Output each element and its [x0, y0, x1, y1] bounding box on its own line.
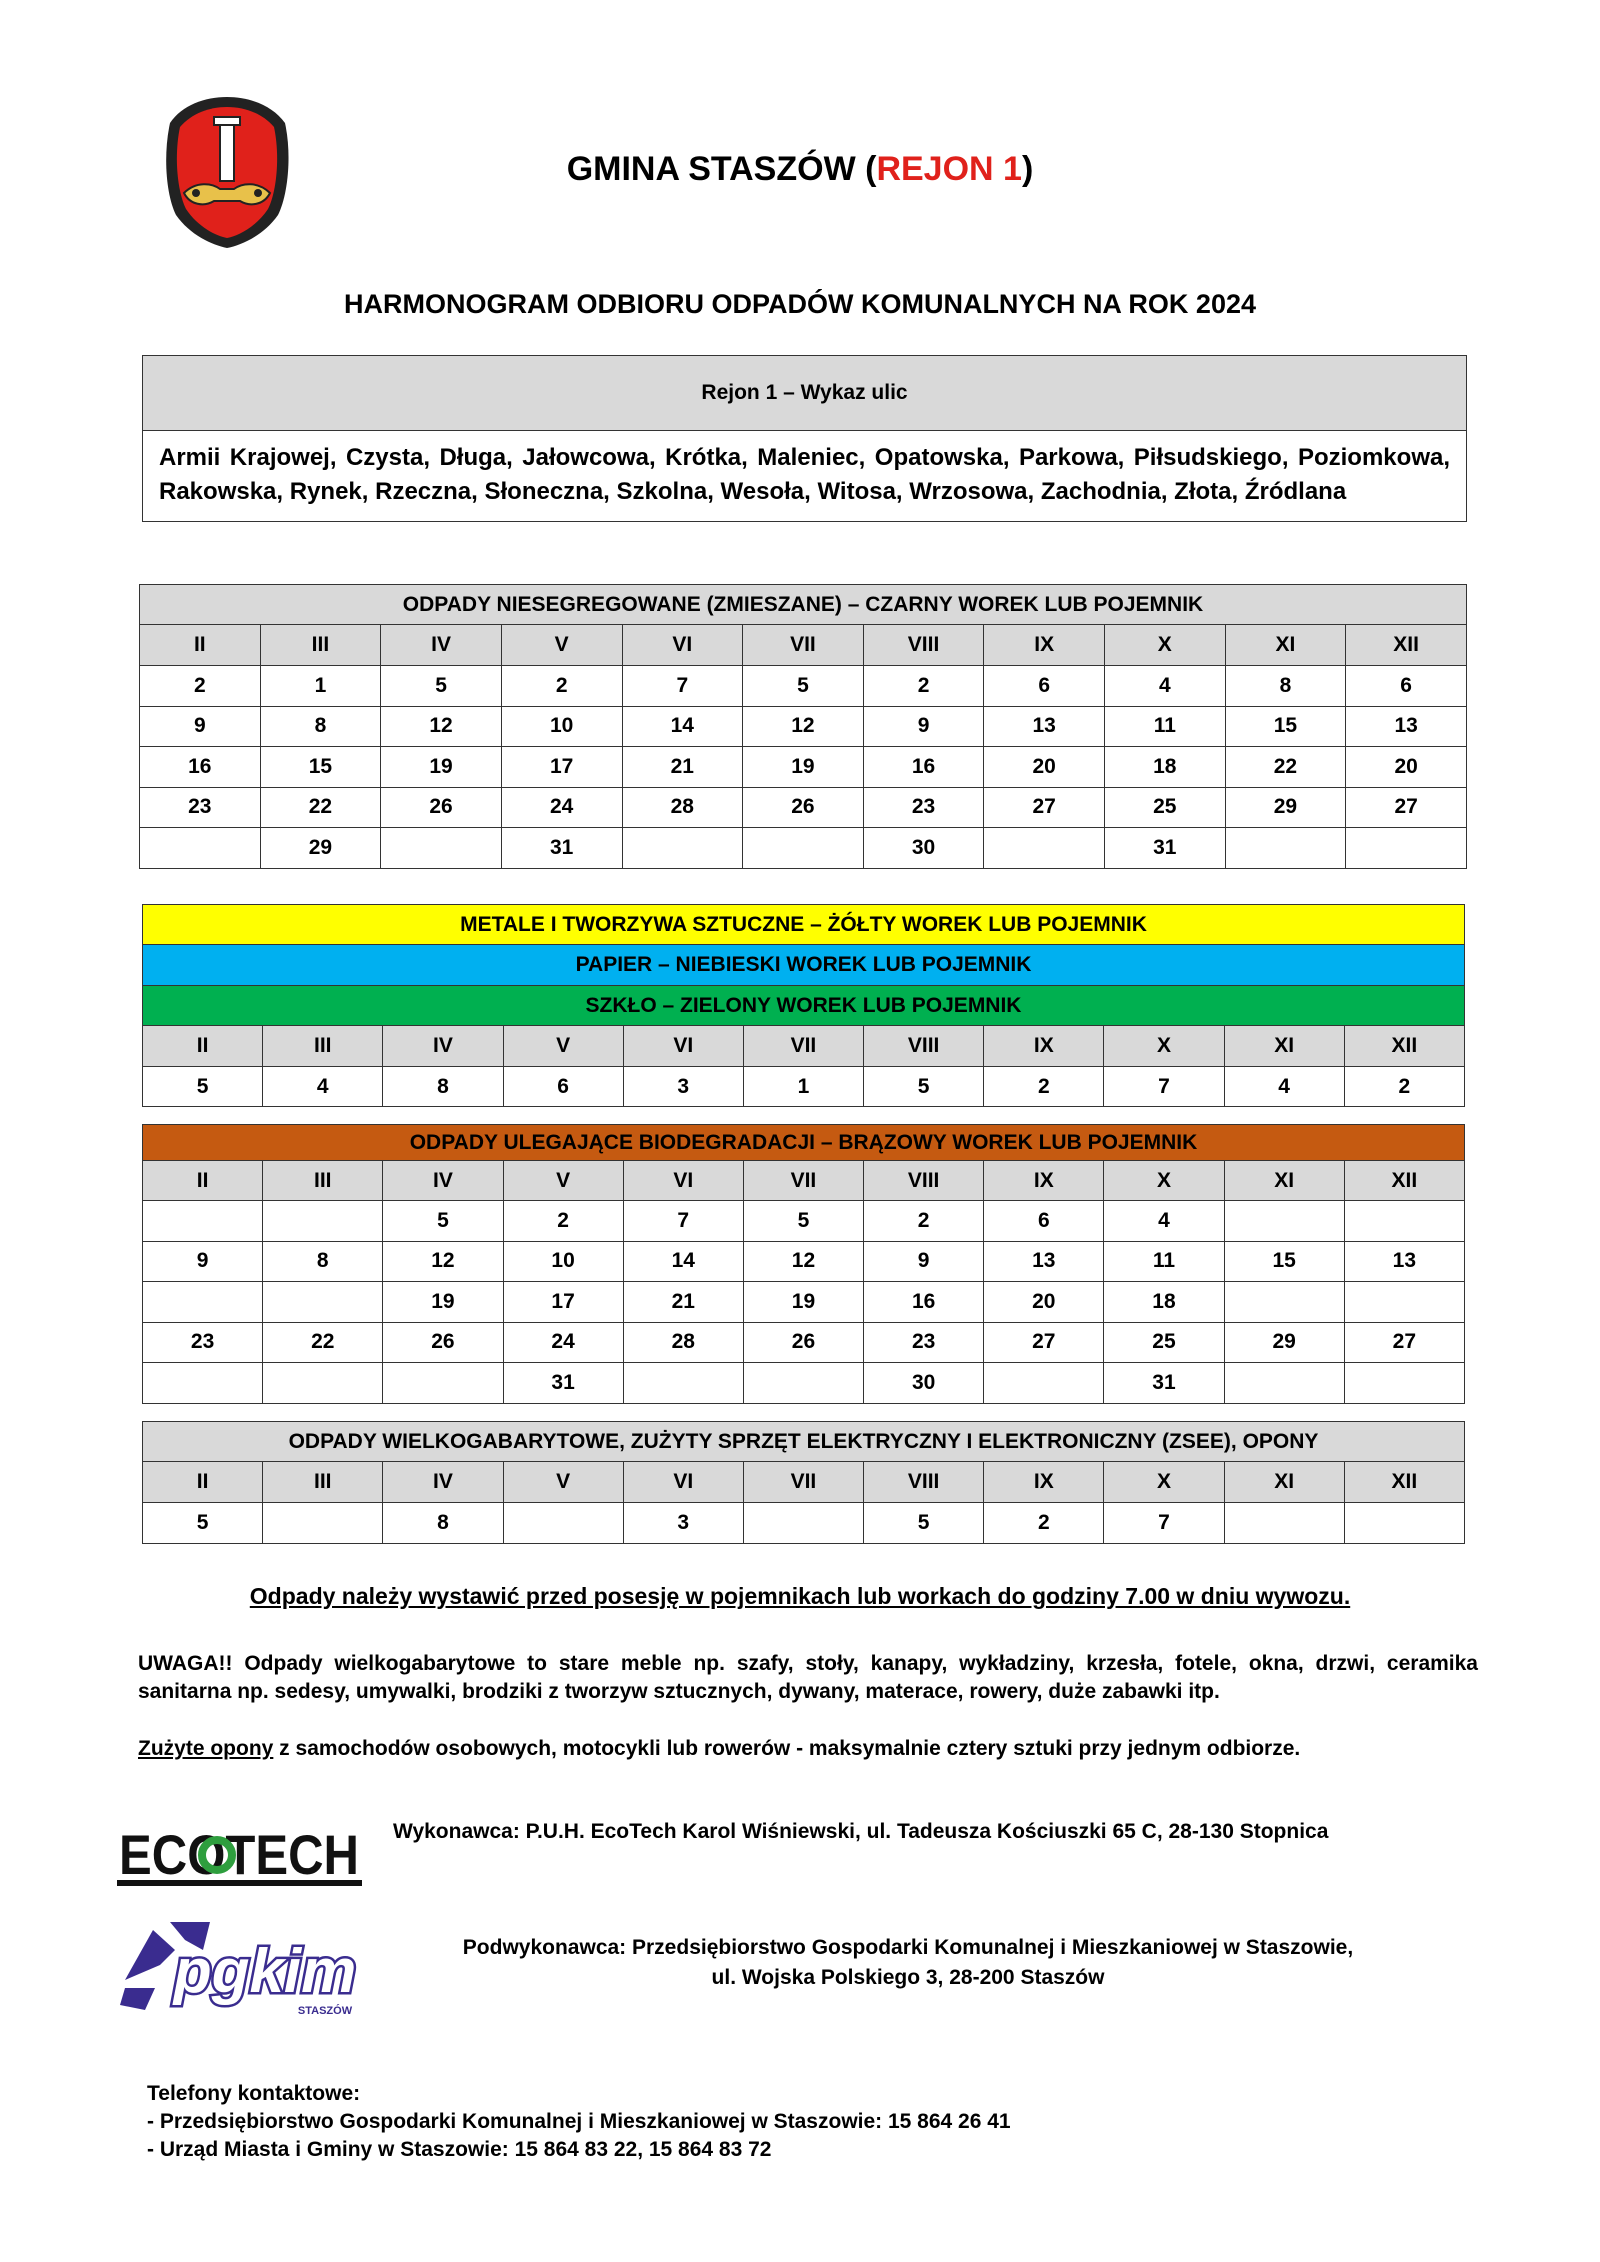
- date-cell: 10: [501, 706, 622, 747]
- month-header: II: [143, 1161, 263, 1201]
- month-header: X: [1105, 625, 1226, 666]
- date-cell: 16: [863, 747, 984, 788]
- svg-text:ECOTECH: ECOTECH: [119, 1823, 359, 1886]
- date-cell: [381, 828, 502, 869]
- mixed-waste-title: ODPADY NIESEGREGOWANE (ZMIESZANE) – CZARNY WOREK LUB POJEMNIK: [140, 585, 1467, 625]
- table-row: [140, 706, 1467, 747]
- date-cell: 21: [622, 747, 743, 788]
- date-cell: 6: [1346, 666, 1467, 707]
- date-cell: 9: [140, 706, 261, 747]
- date-cell: 22: [263, 1322, 383, 1363]
- month-header: V: [503, 1161, 623, 1201]
- date-cell: [503, 1503, 623, 1544]
- month-header: XI: [1225, 625, 1346, 666]
- month-header: III: [260, 625, 381, 666]
- date-cell: 16: [864, 1282, 984, 1323]
- date-cell: 15: [260, 747, 381, 788]
- pgkim-logo: [115, 1910, 365, 2020]
- month-header: III: [263, 1026, 383, 1067]
- table-row: [143, 1201, 1465, 1242]
- date-cell: 9: [863, 706, 984, 747]
- month-header: XII: [1344, 1161, 1464, 1201]
- date-cell: 23: [863, 787, 984, 828]
- date-cell: 19: [381, 747, 502, 788]
- month-header: XI: [1224, 1026, 1344, 1067]
- date-cell: 24: [503, 1322, 623, 1363]
- date-cell: 17: [503, 1282, 623, 1323]
- date-cell: 14: [623, 1241, 743, 1282]
- date-cell: [984, 828, 1105, 869]
- date-cell: 26: [383, 1322, 503, 1363]
- date-cell: 26: [381, 787, 502, 828]
- date-cell: 5: [743, 1201, 863, 1242]
- date-cell: 25: [1105, 787, 1226, 828]
- month-header: II: [143, 1462, 263, 1503]
- date-cell: 30: [863, 828, 984, 869]
- ecotech-logo: [117, 1820, 362, 1890]
- date-cell: 20: [1346, 747, 1467, 788]
- schedule-subtitle: HARMONOGRAM ODBIORU ODPADÓW KOMUNALNYCH NA ROK 2024: [343, 289, 1256, 319]
- date-cell: 21: [623, 1282, 743, 1323]
- date-cell: 18: [1104, 1282, 1224, 1323]
- date-cell: 29: [1225, 787, 1346, 828]
- date-cell: 31: [501, 828, 622, 869]
- date-cell: [263, 1363, 383, 1404]
- date-cell: 4: [1224, 1067, 1344, 1107]
- month-header: VII: [743, 1161, 863, 1201]
- streets-box: [142, 355, 1467, 522]
- date-cell: 13: [1344, 1241, 1464, 1282]
- svg-text:STASZÓW: STASZÓW: [297, 2005, 353, 2017]
- date-cell: 5: [743, 666, 864, 707]
- month-header: X: [1104, 1462, 1224, 1503]
- date-cell: 4: [1105, 666, 1226, 707]
- date-cell: 7: [1104, 1503, 1224, 1544]
- table-row: [143, 1503, 1465, 1544]
- date-cell: 3: [623, 1503, 743, 1544]
- date-cell: 4: [263, 1067, 383, 1107]
- month-header: VI: [623, 1462, 743, 1503]
- date-cell: 12: [743, 1241, 863, 1282]
- metals-plastics-title: METALE I TWORZYWA SZTUCZNE – ŻÓŁTY WOREK LUB POJEMNIK: [143, 905, 1465, 945]
- date-cell: 18: [1105, 747, 1226, 788]
- contractor-info: Wykonawca: P.U.H. EcoTech Karol Wiśniewski, ul. Tadeusza Kościuszki 65 C, 28-130 Stopnica: [393, 1820, 1329, 1843]
- table-row: [140, 787, 1467, 828]
- date-cell: 14: [622, 706, 743, 747]
- page-title: GMINA STASZÓW (REJON 1): [566, 150, 1034, 188]
- date-cell: 25: [1104, 1322, 1224, 1363]
- month-header: IV: [381, 625, 502, 666]
- date-cell: 19: [383, 1282, 503, 1323]
- date-cell: [263, 1201, 383, 1242]
- streets-list: Armii Krajowej, Czysta, Długa, Jałowcowa, Krótka, Maleniec, Opatowska, Parkowa, Piłsudskiego, Poziomkowa, Rakowska, Rynek, Rzeczna, Słoneczna, Szkolna, Wesoła, Witosa, Wrzosowa, Zachodnia, Złota, Źródlana: [159, 444, 1450, 505]
- table-row: [143, 1067, 1465, 1107]
- month-header: VI: [623, 1026, 743, 1067]
- date-cell: 2: [503, 1201, 623, 1242]
- date-cell: 28: [623, 1322, 743, 1363]
- region-label: REJON 1: [876, 150, 1022, 188]
- date-cell: 2: [863, 666, 984, 707]
- date-cell: 5: [143, 1067, 263, 1107]
- date-cell: 1: [260, 666, 381, 707]
- date-cell: 2: [140, 666, 261, 707]
- table-row: [143, 1363, 1465, 1404]
- date-cell: 2: [864, 1201, 984, 1242]
- month-header: X: [1104, 1026, 1224, 1067]
- date-cell: 8: [383, 1067, 503, 1107]
- date-cell: [263, 1282, 383, 1323]
- date-cell: 17: [501, 747, 622, 788]
- months-row: [143, 1462, 1465, 1503]
- date-cell: 29: [1224, 1322, 1344, 1363]
- months-row: [143, 1026, 1465, 1067]
- date-cell: 8: [260, 706, 381, 747]
- date-cell: 9: [143, 1241, 263, 1282]
- date-cell: 6: [984, 1201, 1104, 1242]
- date-cell: [623, 1363, 743, 1404]
- date-cell: 19: [743, 747, 864, 788]
- date-cell: 5: [143, 1503, 263, 1544]
- date-cell: [622, 828, 743, 869]
- date-cell: 10: [503, 1241, 623, 1282]
- date-cell: 1: [743, 1067, 863, 1107]
- date-cell: 22: [260, 787, 381, 828]
- month-header: VI: [622, 625, 743, 666]
- date-cell: 7: [623, 1201, 743, 1242]
- contact-line: - Przedsiębiorstwo Gospodarki Komunalnej i Mieszkaniowej w Staszowie: 15 864 26 41: [147, 2110, 1011, 2133]
- mixed-waste-table: [139, 584, 1467, 869]
- date-cell: [743, 1363, 863, 1404]
- date-cell: 24: [501, 787, 622, 828]
- month-header: X: [1104, 1161, 1224, 1201]
- date-cell: [143, 1201, 263, 1242]
- month-header: XII: [1344, 1026, 1464, 1067]
- table-row: [143, 1282, 1465, 1323]
- date-cell: 8: [1225, 666, 1346, 707]
- date-cell: [1224, 1363, 1344, 1404]
- date-cell: 23: [143, 1322, 263, 1363]
- date-cell: 9: [864, 1241, 984, 1282]
- month-header: VII: [743, 1462, 863, 1503]
- date-cell: 6: [503, 1067, 623, 1107]
- contact-line: - Urząd Miasta i Gminy w Staszowie: 15 864 83 22, 15 864 83 72: [147, 2138, 772, 2161]
- date-cell: 23: [140, 787, 261, 828]
- date-cell: 15: [1224, 1241, 1344, 1282]
- date-cell: 26: [743, 787, 864, 828]
- date-cell: [1224, 1201, 1344, 1242]
- date-cell: 12: [743, 706, 864, 747]
- date-cell: 20: [984, 1282, 1104, 1323]
- date-cell: [1225, 828, 1346, 869]
- date-cell: [143, 1282, 263, 1323]
- months-row: [143, 1161, 1465, 1201]
- month-header: II: [143, 1026, 263, 1067]
- month-header: V: [503, 1026, 623, 1067]
- date-cell: 15: [1225, 706, 1346, 747]
- month-header: III: [263, 1462, 383, 1503]
- bulky-waste-title: ODPADY WIELKOGABARYTOWE, ZUŻYTY SPRZĘT ELEKTRYCZNY I ELEKTRONICZNY (ZSEE), OPONY: [143, 1422, 1465, 1462]
- date-cell: [263, 1503, 383, 1544]
- date-cell: 13: [1346, 706, 1467, 747]
- date-cell: 19: [743, 1282, 863, 1323]
- date-cell: 27: [1346, 787, 1467, 828]
- date-cell: 7: [1104, 1067, 1224, 1107]
- month-header: VIII: [864, 1462, 984, 1503]
- date-cell: 30: [864, 1363, 984, 1404]
- month-header: IX: [984, 1161, 1104, 1201]
- date-cell: [1344, 1201, 1464, 1242]
- date-cell: 28: [622, 787, 743, 828]
- tires-underlined: Zużyte opony: [138, 1737, 274, 1760]
- month-header: VII: [743, 1026, 863, 1067]
- bulky-waste-table: [142, 1421, 1465, 1544]
- date-cell: 20: [984, 747, 1105, 788]
- month-header: XII: [1346, 625, 1467, 666]
- paper-title: PAPIER – NIEBIESKI WOREK LUB POJEMNIK: [143, 945, 1465, 986]
- month-header: VIII: [863, 625, 984, 666]
- date-cell: 13: [984, 706, 1105, 747]
- bulky-warning: UWAGA!! Odpady wielkogabarytowe to stare meble np. szafy, stoły, kanapy, wykładziny, krzesła, fotele, okna, drzwi, ceramika sanitarna np. sedesy, umywalki, brodziki z tworzyw sztucznych, dywany, materace, rowery, duże zabawki itp.: [138, 1652, 1478, 1703]
- date-cell: [1344, 1282, 1464, 1323]
- date-cell: [1344, 1363, 1464, 1404]
- glass-title: SZKŁO – ZIELONY WOREK LUB POJEMNIK: [143, 986, 1465, 1026]
- table-row: [140, 747, 1467, 788]
- date-cell: [984, 1363, 1104, 1404]
- date-cell: [743, 1503, 863, 1544]
- date-cell: 29: [260, 828, 381, 869]
- month-header: XI: [1224, 1462, 1344, 1503]
- date-cell: 2: [1344, 1067, 1464, 1107]
- month-header: V: [501, 625, 622, 666]
- date-cell: 6: [984, 666, 1105, 707]
- date-cell: 11: [1104, 1241, 1224, 1282]
- date-cell: 5: [864, 1067, 984, 1107]
- month-header: VI: [623, 1161, 743, 1201]
- date-cell: 27: [984, 1322, 1104, 1363]
- date-cell: 11: [1105, 706, 1226, 747]
- table-row: [143, 1322, 1465, 1363]
- svg-text:pgkim: pgkim: [173, 1937, 357, 2006]
- date-cell: 31: [503, 1363, 623, 1404]
- date-cell: [383, 1363, 503, 1404]
- month-header: XII: [1344, 1462, 1464, 1503]
- month-header: VIII: [864, 1161, 984, 1201]
- date-cell: 31: [1105, 828, 1226, 869]
- month-header: XI: [1224, 1161, 1344, 1201]
- date-cell: [143, 1363, 263, 1404]
- date-cell: 16: [140, 747, 261, 788]
- streets-heading: Rejon 1 – Wykaz ulic: [143, 356, 1466, 431]
- date-cell: 5: [383, 1201, 503, 1242]
- bio-waste-title: ODPADY ULEGAJĄCE BIODEGRADACJI – BRĄZOWY WOREK LUB POJEMNIK: [143, 1125, 1465, 1161]
- month-header: V: [503, 1462, 623, 1503]
- date-cell: [140, 828, 261, 869]
- date-cell: 3: [623, 1067, 743, 1107]
- table-row: [140, 666, 1467, 707]
- month-header: III: [263, 1161, 383, 1201]
- date-cell: 2: [984, 1067, 1104, 1107]
- date-cell: 5: [864, 1503, 984, 1544]
- date-cell: 4: [1104, 1201, 1224, 1242]
- date-cell: [1224, 1282, 1344, 1323]
- month-header: IV: [383, 1462, 503, 1503]
- date-cell: 22: [1225, 747, 1346, 788]
- month-header: II: [140, 625, 261, 666]
- month-header: VIII: [864, 1026, 984, 1067]
- date-cell: 31: [1104, 1363, 1224, 1404]
- date-cell: [743, 828, 864, 869]
- date-cell: 8: [263, 1241, 383, 1282]
- date-cell: 13: [984, 1241, 1104, 1282]
- tires-note: Zużyte opony z samochodów osobowych, motocykli lub rowerów - maksymalnie cztery sztuki przy jednym odbiorze.: [138, 1737, 1301, 1760]
- segregated-waste-table: [142, 904, 1465, 1107]
- month-header: IX: [984, 1026, 1104, 1067]
- contact-phones: [147, 2080, 1011, 2164]
- date-cell: 2: [984, 1503, 1104, 1544]
- month-header: IV: [383, 1026, 503, 1067]
- date-cell: [1344, 1503, 1464, 1544]
- month-header: IV: [383, 1161, 503, 1201]
- month-header: VII: [743, 625, 864, 666]
- table-row: [140, 828, 1467, 869]
- date-cell: 12: [383, 1241, 503, 1282]
- date-cell: 12: [381, 706, 502, 747]
- months-row: [140, 625, 1467, 666]
- date-cell: 8: [383, 1503, 503, 1544]
- date-cell: 7: [622, 666, 743, 707]
- month-header: IX: [984, 1462, 1104, 1503]
- month-header: IX: [984, 625, 1105, 666]
- date-cell: 23: [864, 1322, 984, 1363]
- date-cell: 27: [984, 787, 1105, 828]
- date-cell: [1346, 828, 1467, 869]
- date-cell: 26: [743, 1322, 863, 1363]
- date-cell: 5: [381, 666, 502, 707]
- date-cell: 2: [501, 666, 622, 707]
- subcontractor-info: Podwykonawca: Przedsiębiorstwo Gospodarki Komunalnej i Mieszkaniowej w Staszowie, ul. Wojska Polskiego 3, 28-200 Staszów: [462, 1936, 1354, 1989]
- contacts-heading: Telefony kontaktowe:: [147, 2082, 361, 2105]
- placement-notice: Odpady należy wystawić przed posesję w pojemnikach lub workach do godziny 7.00 w dniu wywozu.: [249, 1583, 1351, 1609]
- date-cell: [1224, 1503, 1344, 1544]
- bio-waste-table: [142, 1124, 1465, 1404]
- date-cell: 27: [1344, 1322, 1464, 1363]
- table-row: [143, 1241, 1465, 1282]
